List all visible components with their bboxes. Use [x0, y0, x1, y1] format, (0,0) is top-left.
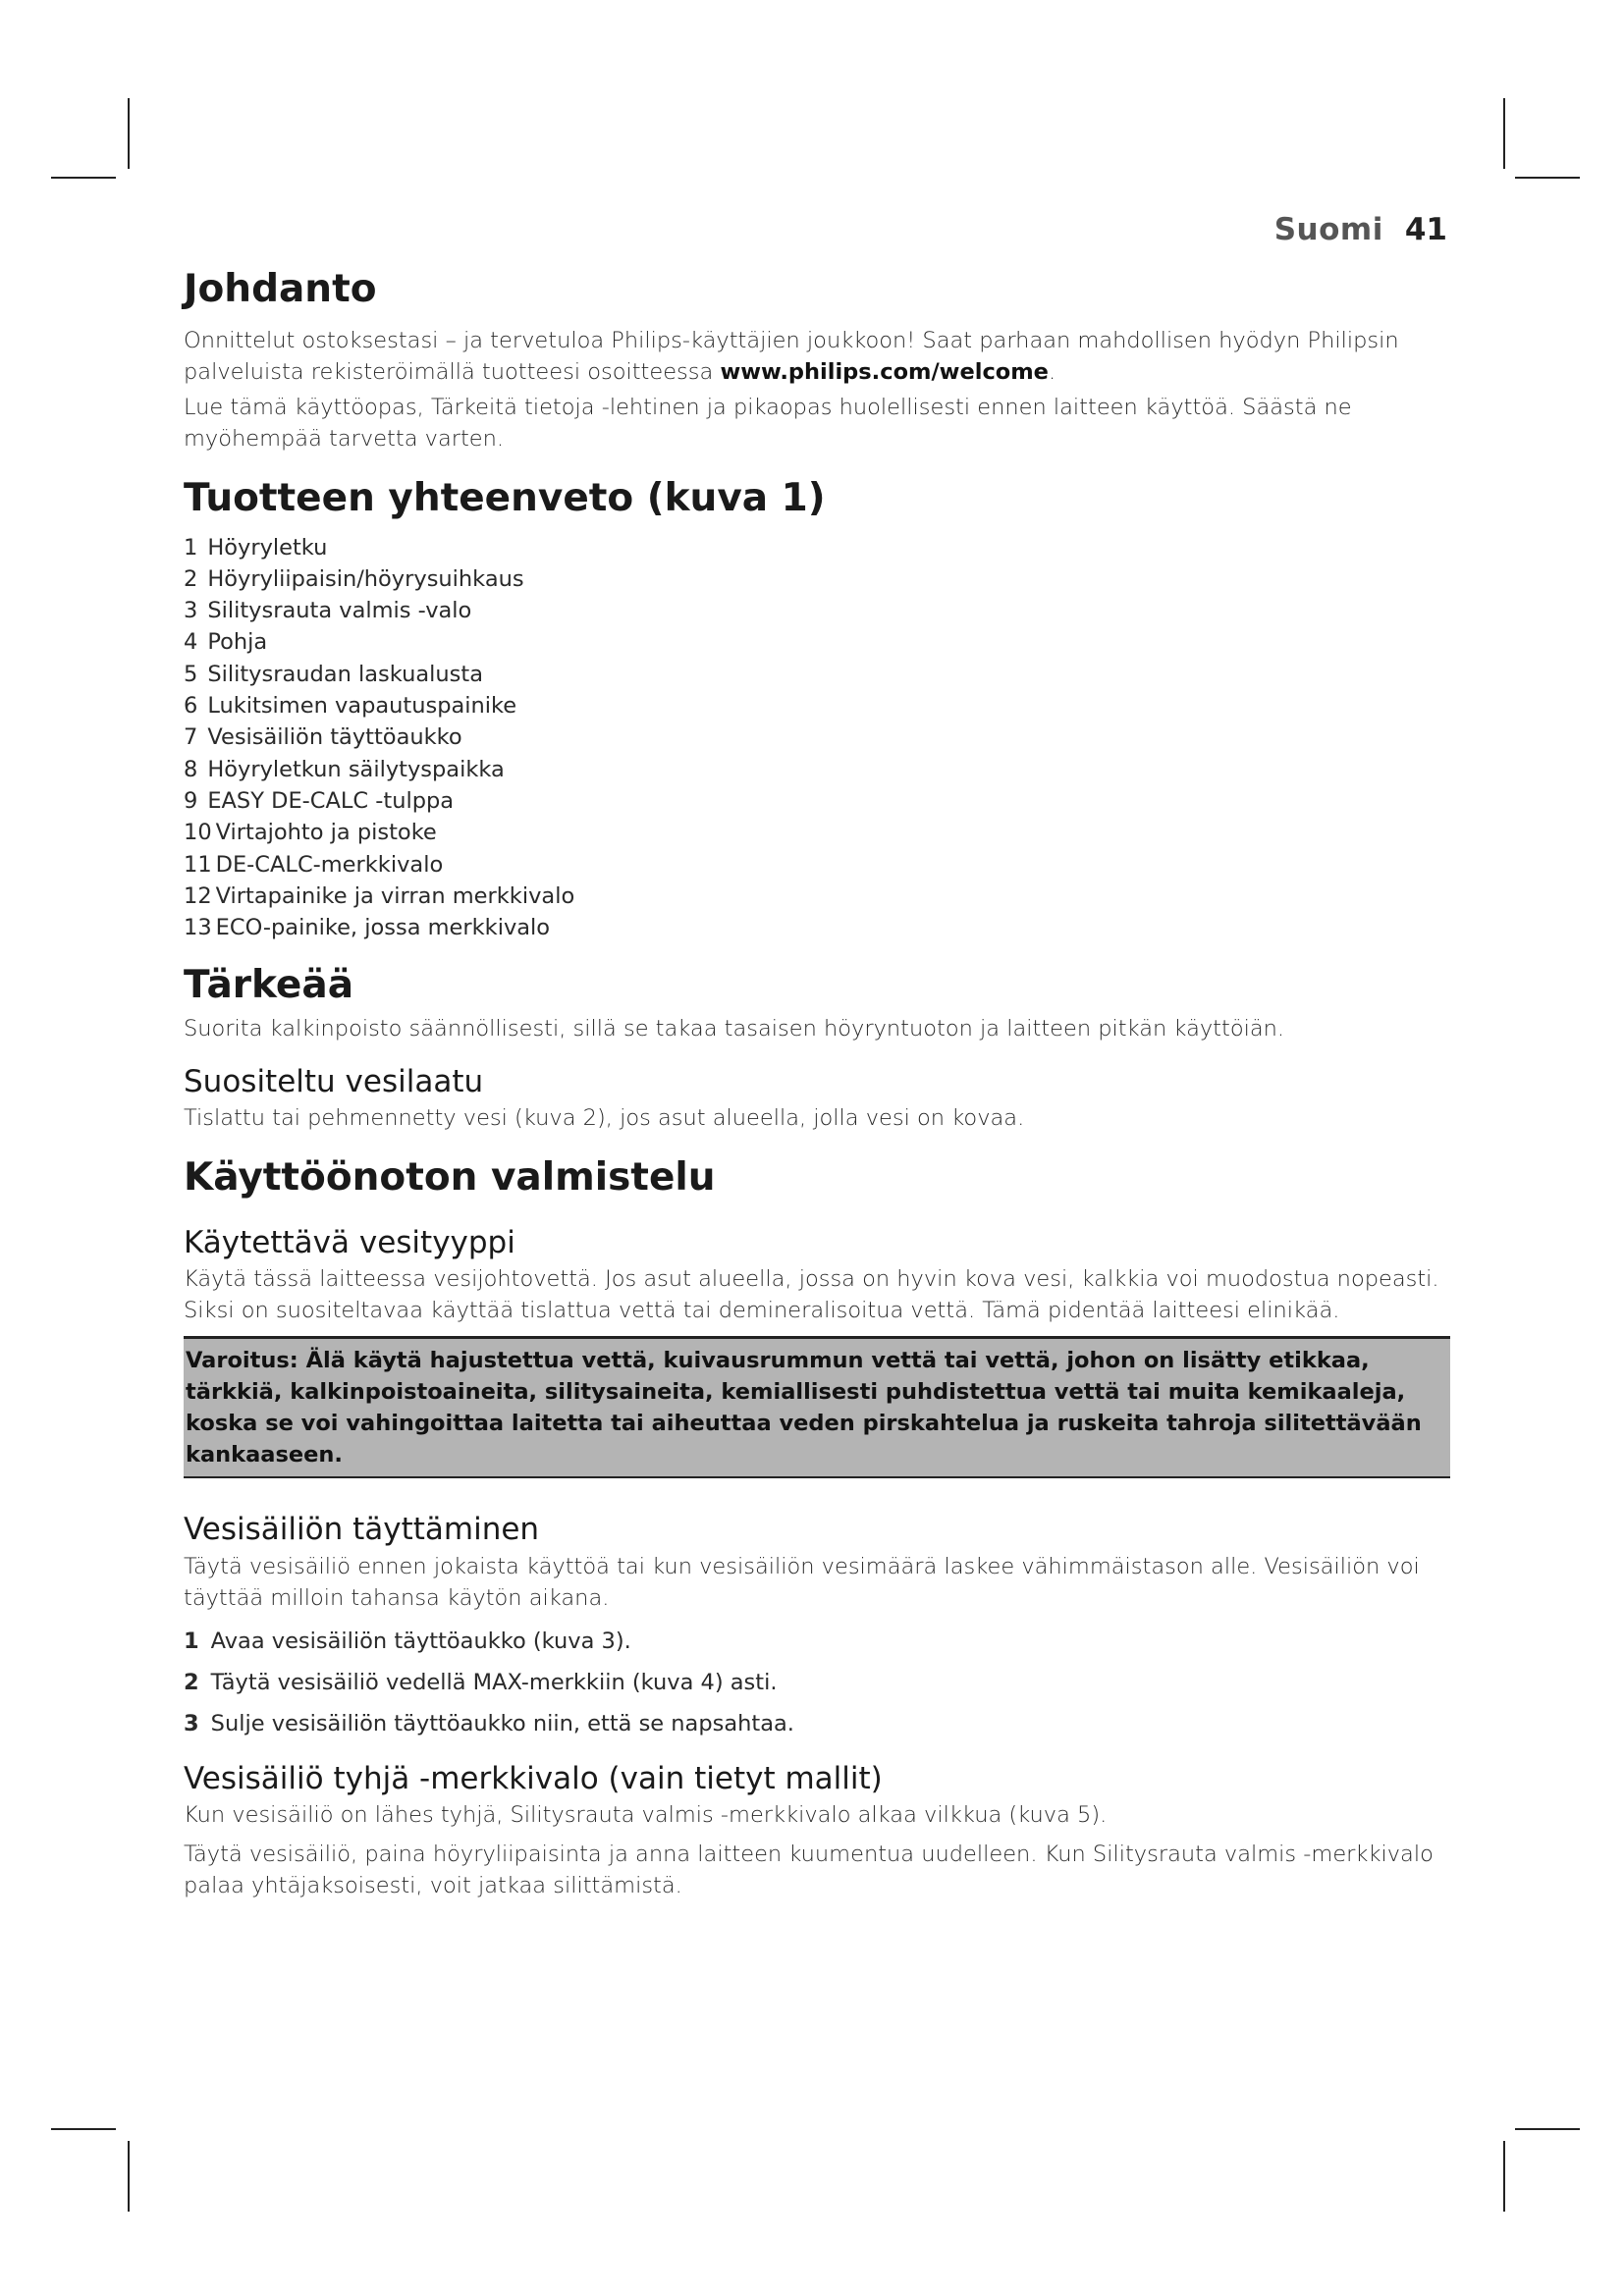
warning-box	[184, 1336, 1450, 1478]
step-item: 1 Avaa vesisäiliön täyttöaukko (kuva 3).	[184, 1628, 631, 1654]
water-quality-text: Tislattu tai pehmennetty vesi (kuva 2), jos asut alueella, jolla vesi on kovaa.	[184, 1105, 1025, 1132]
crop-mark-bottom-left-vertical	[128, 2141, 130, 2212]
intro-title: Johdanto	[184, 267, 377, 311]
intro-paragraph-2: Lue tämä käyttöopas, Tärkeitä tietoja -lehtinen ja pikaopas huolellisesti ennen laitteen käyttöä. Säästä ne myöhempää tarvetta varten.	[184, 394, 1352, 452]
list-item: 12 Virtapainike ja virran merkkivalo	[184, 882, 575, 909]
water-quality-title: Suositeltu vesilaatu	[184, 1064, 484, 1100]
crop-mark-top-left-horizontal	[51, 177, 116, 179]
overview-title: Tuotteen yhteenveto (kuva 1)	[184, 475, 826, 520]
page-header	[1274, 212, 1447, 247]
crop-mark-bottom-right-horizontal	[1515, 2128, 1580, 2130]
overview-list	[184, 532, 1450, 944]
important-section	[184, 963, 1450, 1134]
preparation-title: Käyttöönoton valmistelu	[184, 1155, 716, 1201]
water-type-title: Käytettävä vesityyppi	[184, 1225, 515, 1261]
crop-mark-bottom-right-vertical	[1503, 2141, 1505, 2212]
step-item: 3 Sulje vesisäiliön täyttöaukko niin, että se napsahtaa.	[184, 1710, 794, 1736]
list-item: 4 Pohja	[184, 629, 268, 656]
empty-indicator-text-1: Kun vesisäiliö on lähes tyhjä, Silitysrauta valmis -merkkivalo alkaa vilkkua (kuva 5).	[184, 1801, 1108, 1828]
list-item: 11 DE-CALC-merkkivalo	[184, 851, 444, 878]
list-item: 6 Lukitsimen vapautuspainike	[184, 693, 517, 720]
intro-paragraph-1	[184, 325, 1450, 388]
crop-mark-bottom-left-horizontal	[51, 2128, 116, 2130]
list-item: 13 ECO-painike, jossa merkkivalo	[184, 915, 551, 941]
language-label: Suomi	[1273, 212, 1383, 247]
fill-text: Täytä vesisäiliö ennen jokaista käyttöä tai kun vesisäiliön vesimäärä laskee vähimmäistason alle. Vesisäiliön voi täyttää milloin tahansa käytön aikana.	[184, 1553, 1420, 1611]
important-text: Suorita kalkinpoisto säännöllisesti, sillä se takaa tasaisen höyryntuoton ja laitteen pitkän käyttöiän.	[184, 1016, 1285, 1042]
list-item: 10 Virtajohto ja pistoke	[184, 820, 437, 846]
intro-paragraph-1-end: .	[1048, 358, 1056, 385]
fill-steps	[184, 1626, 1450, 1739]
fill-title: Vesisäiliön täyttäminen	[184, 1512, 540, 1548]
crop-mark-top-left-vertical	[128, 98, 130, 169]
crop-mark-top-right-vertical	[1503, 98, 1505, 169]
empty-indicator-text-2: Täytä vesisäiliö, paina höyryliipaisinta ja anna laitteen kuumentua uudelleen. Kun Silitysrauta valmis -merkkivalo palaa yhtäjaksoisesti, voit jatkaa silittämistä.	[184, 1841, 1434, 1898]
intro-paragraph-1-text: Onnittelut ostoksestasi – ja tervetuloa Philips-käyttäjien joukkoon! Saat parhaan mahdollisen hyödyn Philipsin palveluista rekisteröimällä tuotteesi osoitteessa	[184, 327, 1399, 385]
list-item: 9 EASY DE-CALC -tulppa	[184, 787, 455, 814]
empty-indicator-title: Vesisäiliö tyhjä -merkkivalo (vain tietyt mallit)	[184, 1760, 883, 1796]
list-item: 5 Silitysraudan laskualusta	[184, 661, 483, 687]
important-title: Tärkeää	[184, 963, 354, 1008]
welcome-link[interactable]: www.philips.com/welcome	[720, 358, 1049, 385]
list-item: 7 Vesisäiliön täyttöaukko	[184, 724, 462, 751]
water-type-text: Käytä tässä laitteessa vesijohtovettä. Jos asut alueella, jossa on hyvin kova vesi, kalkkia voi muodostua nopeasti. Siksi on suositeltavaa käyttää tislattua vettä tai demineralisoitua vettä. Tämä pidentää laitteesi elinikää.	[184, 1266, 1439, 1324]
list-item: 3 Silitysrauta valmis -valo	[184, 598, 472, 624]
intro-section	[184, 267, 1450, 454]
crop-mark-top-right-horizontal	[1515, 177, 1580, 179]
list-item: 8 Höyryletkun säilytyspaikka	[184, 756, 505, 782]
preparation-section	[184, 1155, 1450, 1900]
warning-text: Varoitus: Älä käytä hajustettua vettä, kuivausrummun vettä tai vettä, johon on lisätty etikkaa, tärkkiä, kalkinpoistoaineita, silitysaineita, kemiallisesti puhdistettua vettä tai muita kemikaaleja, koska se voi vahingoittaa laitetta tai aiheuttaa veden pirskahtelua ja ruskeita tahroja silitettävään kankaaseen.	[186, 1348, 1422, 1468]
list-item: 1 Höyryletku	[184, 534, 328, 561]
page-content	[184, 267, 1450, 1905]
overview-section	[184, 476, 1450, 944]
page-number: 41	[1404, 212, 1447, 247]
step-item: 2 Täytä vesisäiliö vedellä MAX-merkkiin (kuva 4) asti.	[184, 1669, 778, 1695]
list-item: 2 Höyryliipaisin/höyrysuihkaus	[184, 565, 524, 592]
